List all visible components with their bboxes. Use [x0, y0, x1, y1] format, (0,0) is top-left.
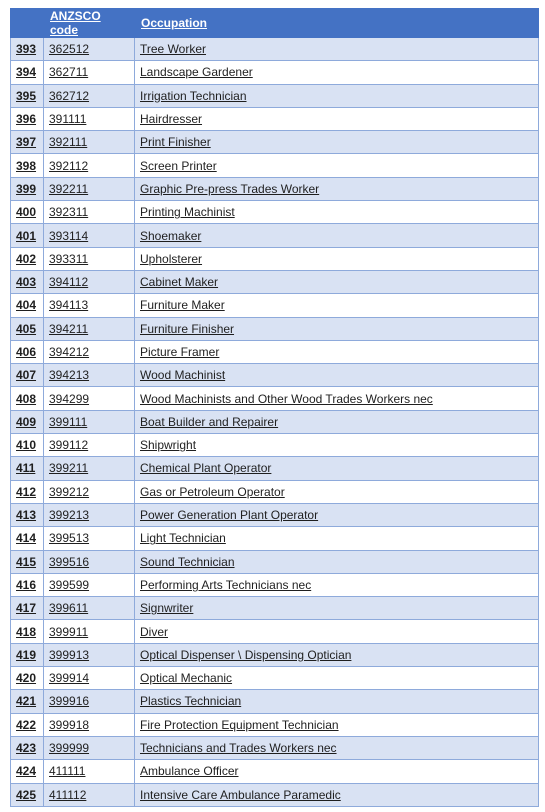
anzsco-code-link[interactable]: 411111	[44, 760, 135, 783]
header-anzsco-code	[44, 9, 135, 38]
anzsco-code-link[interactable]: 394212	[44, 340, 135, 363]
row-number: 393	[11, 38, 44, 61]
row-number: 414	[11, 527, 44, 550]
table-row	[11, 201, 539, 224]
anzsco-code-link[interactable]: 362512	[44, 38, 135, 61]
row-number: 416	[11, 573, 44, 596]
table-row	[11, 294, 539, 317]
occupation-link[interactable]: Power Generation Plant Operator	[135, 503, 539, 526]
table-row	[11, 340, 539, 363]
occupation-link[interactable]: Diver	[135, 620, 539, 643]
row-number: 412	[11, 480, 44, 503]
anzsco-code-link[interactable]: 391111	[44, 107, 135, 130]
anzsco-code-link[interactable]: 392211	[44, 177, 135, 200]
row-number: 418	[11, 620, 44, 643]
row-number: 409	[11, 410, 44, 433]
row-number: 415	[11, 550, 44, 573]
anzsco-code-link[interactable]: 394211	[44, 317, 135, 340]
row-number: 406	[11, 340, 44, 363]
row-number: 404	[11, 294, 44, 317]
row-number: 399	[11, 177, 44, 200]
row-number: 405	[11, 317, 44, 340]
table-row	[11, 38, 539, 61]
occupation-link[interactable]: Furniture Finisher	[135, 317, 539, 340]
row-number: 425	[11, 783, 44, 806]
header-number	[11, 9, 44, 38]
row-number: 397	[11, 131, 44, 154]
occupation-link[interactable]: Optical Mechanic	[135, 667, 539, 690]
table-row	[11, 597, 539, 620]
table-row	[11, 364, 539, 387]
table-row	[11, 620, 539, 643]
table-row	[11, 177, 539, 200]
row-number: 408	[11, 387, 44, 410]
table-row	[11, 387, 539, 410]
table-row	[11, 434, 539, 457]
table-row	[11, 667, 539, 690]
table-row	[11, 527, 539, 550]
row-number: 398	[11, 154, 44, 177]
anzsco-code-link[interactable]: 362712	[44, 84, 135, 107]
occupation-link[interactable]: Tree Worker	[135, 38, 539, 61]
anzsco-code-link[interactable]: 394213	[44, 364, 135, 387]
table-body	[11, 38, 539, 807]
anzsco-code-link[interactable]: 393311	[44, 247, 135, 270]
table-row	[11, 410, 539, 433]
anzsco-code-link[interactable]: 399999	[44, 736, 135, 759]
occupation-link[interactable]: Picture Framer	[135, 340, 539, 363]
table-row	[11, 317, 539, 340]
occupation-link[interactable]: Hairdresser	[135, 107, 539, 130]
table-row	[11, 480, 539, 503]
anzsco-code-link[interactable]: 399211	[44, 457, 135, 480]
anzsco-code-link[interactable]: 399111	[44, 410, 135, 433]
occupation-link[interactable]: Plastics Technician	[135, 690, 539, 713]
anzsco-code-link[interactable]: 399513	[44, 527, 135, 550]
row-number: 420	[11, 667, 44, 690]
table-row	[11, 457, 539, 480]
anzsco-code-link[interactable]: 392111	[44, 131, 135, 154]
row-number: 413	[11, 503, 44, 526]
row-number: 402	[11, 247, 44, 270]
occupation-link[interactable]: Sound Technician	[135, 550, 539, 573]
occupation-link[interactable]: Fire Protection Equipment Technician	[135, 713, 539, 736]
occupation-link[interactable]: Light Technician	[135, 527, 539, 550]
anzsco-code-link[interactable]: 392311	[44, 201, 135, 224]
occupation-link[interactable]: Gas or Petroleum Operator	[135, 480, 539, 503]
occupation-link[interactable]: Performing Arts Technicians nec	[135, 573, 539, 596]
row-number: 422	[11, 713, 44, 736]
occupation-link[interactable]: Signwriter	[135, 597, 539, 620]
anzsco-code-link[interactable]: 399112	[44, 434, 135, 457]
anzsco-code-link[interactable]: 399916	[44, 690, 135, 713]
occupation-link[interactable]: Technicians and Trades Workers nec	[135, 736, 539, 759]
anzsco-code-link[interactable]: 399611	[44, 597, 135, 620]
occupation-link[interactable]: Graphic Pre-press Trades Worker	[135, 177, 539, 200]
anzsco-code-link[interactable]: 399599	[44, 573, 135, 596]
occupation-link[interactable]: Irrigation Technician	[135, 84, 539, 107]
row-number: 423	[11, 736, 44, 759]
table-row	[11, 643, 539, 666]
occupation-link[interactable]: Upholsterer	[135, 247, 539, 270]
table-header-row	[11, 9, 539, 38]
row-number: 396	[11, 107, 44, 130]
row-number: 394	[11, 61, 44, 84]
anzsco-code-link[interactable]: 394112	[44, 270, 135, 293]
occupation-link[interactable]: Wood Machinist	[135, 364, 539, 387]
table-row	[11, 760, 539, 783]
occupation-link[interactable]: Chemical Plant Operator	[135, 457, 539, 480]
occupation-table-container	[10, 8, 538, 807]
table-row	[11, 247, 539, 270]
row-number: 400	[11, 201, 44, 224]
table-row	[11, 690, 539, 713]
occupation-link[interactable]: Print Finisher	[135, 131, 539, 154]
row-number: 410	[11, 434, 44, 457]
anzsco-code-link[interactable]: 399212	[44, 480, 135, 503]
row-number: 401	[11, 224, 44, 247]
anzsco-code-link[interactable]: 394299	[44, 387, 135, 410]
occupation-link[interactable]: Shoemaker	[135, 224, 539, 247]
table-row	[11, 107, 539, 130]
table-row	[11, 131, 539, 154]
anzsco-code-link[interactable]: 411112	[44, 783, 135, 806]
table-row	[11, 270, 539, 293]
table-row	[11, 84, 539, 107]
row-number: 403	[11, 270, 44, 293]
anzsco-code-link[interactable]: 399914	[44, 667, 135, 690]
table-row	[11, 154, 539, 177]
anzsco-code-link[interactable]: 394113	[44, 294, 135, 317]
row-number: 407	[11, 364, 44, 387]
table-row	[11, 550, 539, 573]
occupation-link[interactable]: Ambulance Officer	[135, 760, 539, 783]
occupation-table	[10, 8, 539, 807]
table-row	[11, 224, 539, 247]
occupation-link[interactable]: Screen Printer	[135, 154, 539, 177]
table-row	[11, 573, 539, 596]
table-row	[11, 713, 539, 736]
anzsco-code-link[interactable]: 399913	[44, 643, 135, 666]
occupation-link[interactable]: Optical Dispenser \ Dispensing Optician	[135, 643, 539, 666]
row-number: 411	[11, 457, 44, 480]
occupation-link[interactable]: Wood Machinists and Other Wood Trades Workers nec	[135, 387, 539, 410]
anzsco-code-link[interactable]: 362711	[44, 61, 135, 84]
table-row	[11, 503, 539, 526]
row-number: 395	[11, 84, 44, 107]
anzsco-code-link[interactable]: 392112	[44, 154, 135, 177]
header-anzsco-code-label: ANZSCO code	[50, 9, 101, 37]
table-row	[11, 736, 539, 759]
occupation-link[interactable]: Printing Machinist	[135, 201, 539, 224]
occupation-link[interactable]: Boat Builder and Repairer	[135, 410, 539, 433]
header-occupation-label: Occupation	[141, 16, 208, 30]
anzsco-code-link[interactable]: 399911	[44, 620, 135, 643]
row-number: 421	[11, 690, 44, 713]
anzsco-code-link[interactable]: 399516	[44, 550, 135, 573]
table-row	[11, 61, 539, 84]
occupation-link[interactable]: Intensive Care Ambulance Paramedic	[135, 783, 539, 806]
occupation-link[interactable]: Shipwright	[135, 434, 539, 457]
table-row	[11, 783, 539, 806]
occupation-link[interactable]: Cabinet Maker	[135, 270, 539, 293]
anzsco-code-link[interactable]: 393114	[44, 224, 135, 247]
row-number: 424	[11, 760, 44, 783]
occupation-link[interactable]: Furniture Maker	[135, 294, 539, 317]
anzsco-code-link[interactable]: 399213	[44, 503, 135, 526]
row-number: 417	[11, 597, 44, 620]
anzsco-code-link[interactable]: 399918	[44, 713, 135, 736]
row-number: 419	[11, 643, 44, 666]
header-occupation	[135, 9, 539, 38]
occupation-link[interactable]: Landscape Gardener	[135, 61, 539, 84]
